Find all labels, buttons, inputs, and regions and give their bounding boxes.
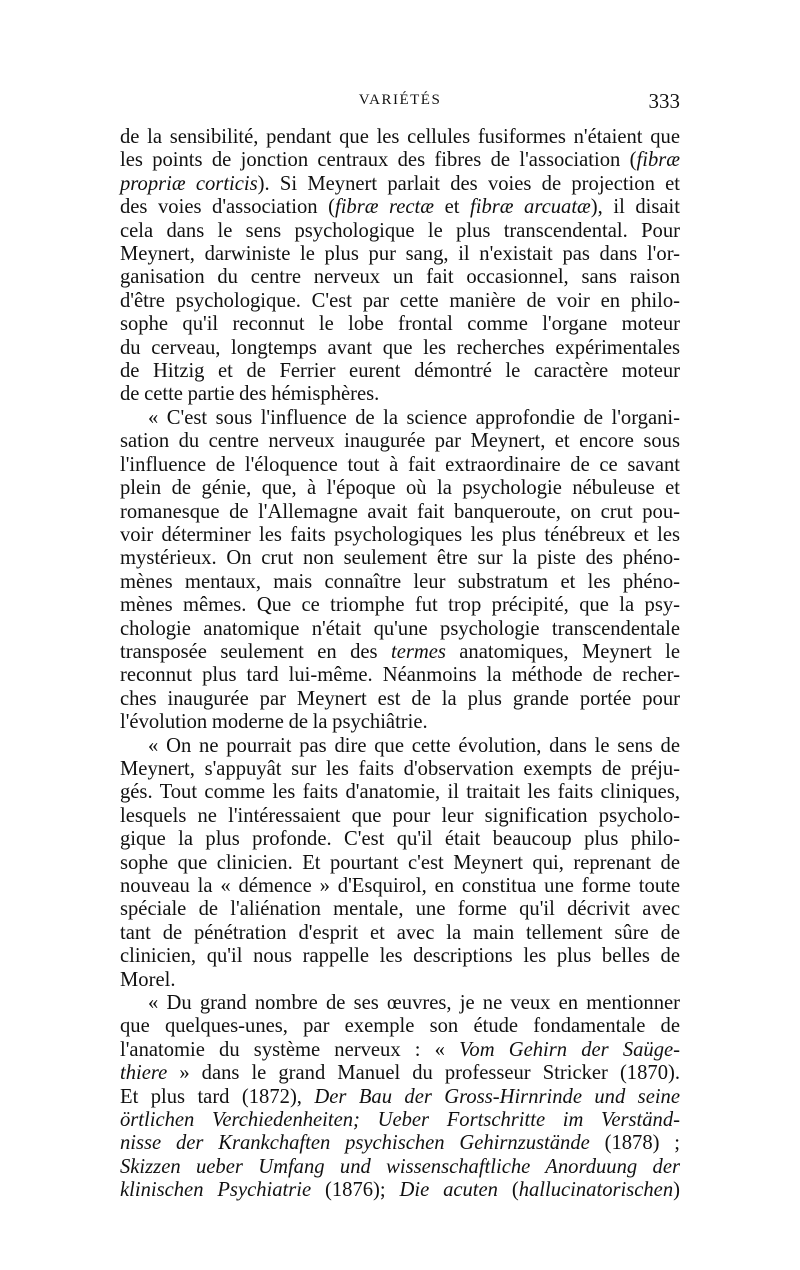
text-line: sophe qu'il reconnut le lobe frontal comme l'organe moteur bbox=[120, 313, 680, 336]
text-line: de Hitzig et de Ferrier eurent démontré le caractère moteur bbox=[120, 360, 680, 383]
text-line: mènes mentaux, mais connaître leur substratum et les phéno- bbox=[120, 570, 680, 593]
text-line: sophe que clinicien. Et pourtant c'est Meynert qui, reprenant de bbox=[120, 851, 680, 874]
text-line: l'évolution moderne de la psychiâtrie. bbox=[120, 711, 428, 734]
text-line: Meynert, darwiniste le plus pur sang, il n'existait pas dans l'or- bbox=[120, 243, 680, 266]
page-number: 333 bbox=[648, 89, 680, 113]
text-line: chologie anatomique n'était qu'une psychologie transcendentale bbox=[120, 617, 680, 640]
text-line: klinischen Psychiatrie (1876); Die acuten (hallucinatorischen) bbox=[120, 1179, 680, 1202]
text-line: sation du centre nerveux inaugurée par Meynert, et encore sous bbox=[120, 430, 680, 453]
text-line: Meynert, s'appuyât sur les faits d'observation exempts de préju- bbox=[120, 757, 680, 780]
text-line: Skizzen ueber Umfang und wissenschaftliche Anorduung der bbox=[120, 1155, 680, 1178]
text-line: ganisation du centre nerveux un fait occasionnel, sans raison bbox=[120, 266, 680, 289]
text-line: thiere » dans le grand Manuel du professeur Stricker (1870). bbox=[120, 1062, 680, 1085]
text-line: « On ne pourrait pas dire que cette évolution, dans le sens de bbox=[148, 734, 680, 757]
text-line: gique la plus profonde. C'est qu'il était beaucoup plus philo- bbox=[120, 828, 680, 851]
paragraph-4 bbox=[120, 992, 680, 1203]
text-line: des voies d'association (fibræ rectæ et fibræ arcuatæ), il disait bbox=[120, 196, 680, 219]
running-head bbox=[120, 89, 680, 118]
text-line: l'anatomie du système nerveux : « Vom Gehirn der Saüge- bbox=[120, 1038, 681, 1061]
body-text bbox=[120, 126, 680, 1203]
paragraph-1 bbox=[120, 126, 680, 407]
text-line: spéciale de l'aliénation mentale, une forme qu'il décrivit avec bbox=[120, 898, 680, 921]
text-line: plein de génie, que, à l'époque où la psychologie nébuleuse et bbox=[120, 477, 680, 500]
text-line: nisse der Krankchaften psychischen Gehirnzustände (1878) ; bbox=[120, 1132, 680, 1155]
text-line: les points de jonction centraux des fibres de l'association (fibræ bbox=[120, 149, 680, 172]
text-line: de cette partie des hémisphères. bbox=[120, 383, 380, 406]
text-line: propriæ corticis). Si Meynert parlait des voies de projection et bbox=[120, 172, 680, 195]
text-line: romanesque de l'Allemagne avait fait banqueroute, on crut pou- bbox=[120, 500, 680, 523]
text-line: transposée seulement en des termes anatomiques, Meynert le bbox=[120, 640, 680, 663]
text-line: cela dans le sens psychologique le plus transcendental. Pour bbox=[120, 219, 680, 242]
text-line: de la sensibilité, pendant que les cellules fusiformes n'étaient que bbox=[120, 126, 680, 148]
text-line: Morel. bbox=[120, 968, 176, 991]
text-line: tant de pénétration d'esprit et avec la main tellement sûre de bbox=[120, 921, 680, 944]
text-line: que quelques-unes, par exemple son étude fondamentale de bbox=[120, 1015, 680, 1038]
text-line: « Du grand nombre de ses œuvres, je ne veux en mentionner bbox=[148, 992, 680, 1015]
text-line: du cerveau, longtemps avant que les recherches expérimentales bbox=[120, 336, 680, 359]
text-line: ches inaugurée par Meynert est de la plus grande portée pour bbox=[120, 687, 680, 710]
paragraph-2 bbox=[120, 407, 680, 735]
text-line: voir déterminer les faits psychologiques les plus ténébreux et les bbox=[120, 523, 680, 546]
text-line: gés. Tout comme les faits d'anatomie, il traitait les faits cliniques, bbox=[120, 781, 680, 804]
text-line: d'être psychologique. C'est par cette manière de voir en philo- bbox=[120, 289, 680, 312]
text-line: « C'est sous l'influence de la science approfondie de l'organi- bbox=[148, 406, 680, 429]
text-line: l'influence de l'éloquence tout à fait extraordinaire de ce savant bbox=[120, 453, 680, 476]
running-title: VARIÉTÉS bbox=[358, 92, 442, 108]
text-line: mystérieux. On crut non seulement être sur la piste des phéno- bbox=[120, 547, 680, 570]
text-line: lesquels ne l'intéressaient que pour leur signification psycholo- bbox=[120, 804, 680, 827]
text-line: mènes mêmes. Que ce triomphe fut trop précipité, que la psy- bbox=[120, 594, 680, 617]
text-line: nouveau la « démence » d'Esquirol, en constitua une forme toute bbox=[120, 875, 680, 897]
paragraph-3 bbox=[120, 735, 680, 992]
text-line: Et plus tard (1872), Der Bau der Gross-Hirnrinde und seine bbox=[120, 1085, 680, 1108]
text-line: clinicien, qu'il nous rappelle les descriptions les plus belles de bbox=[120, 945, 680, 968]
text-line: örtlichen Verchiedenheiten; Ueber Fortschritte im Verständ- bbox=[120, 1109, 680, 1132]
text-line: reconnut plus tard lui-même. Néanmoins la méthode de recher- bbox=[120, 664, 680, 687]
